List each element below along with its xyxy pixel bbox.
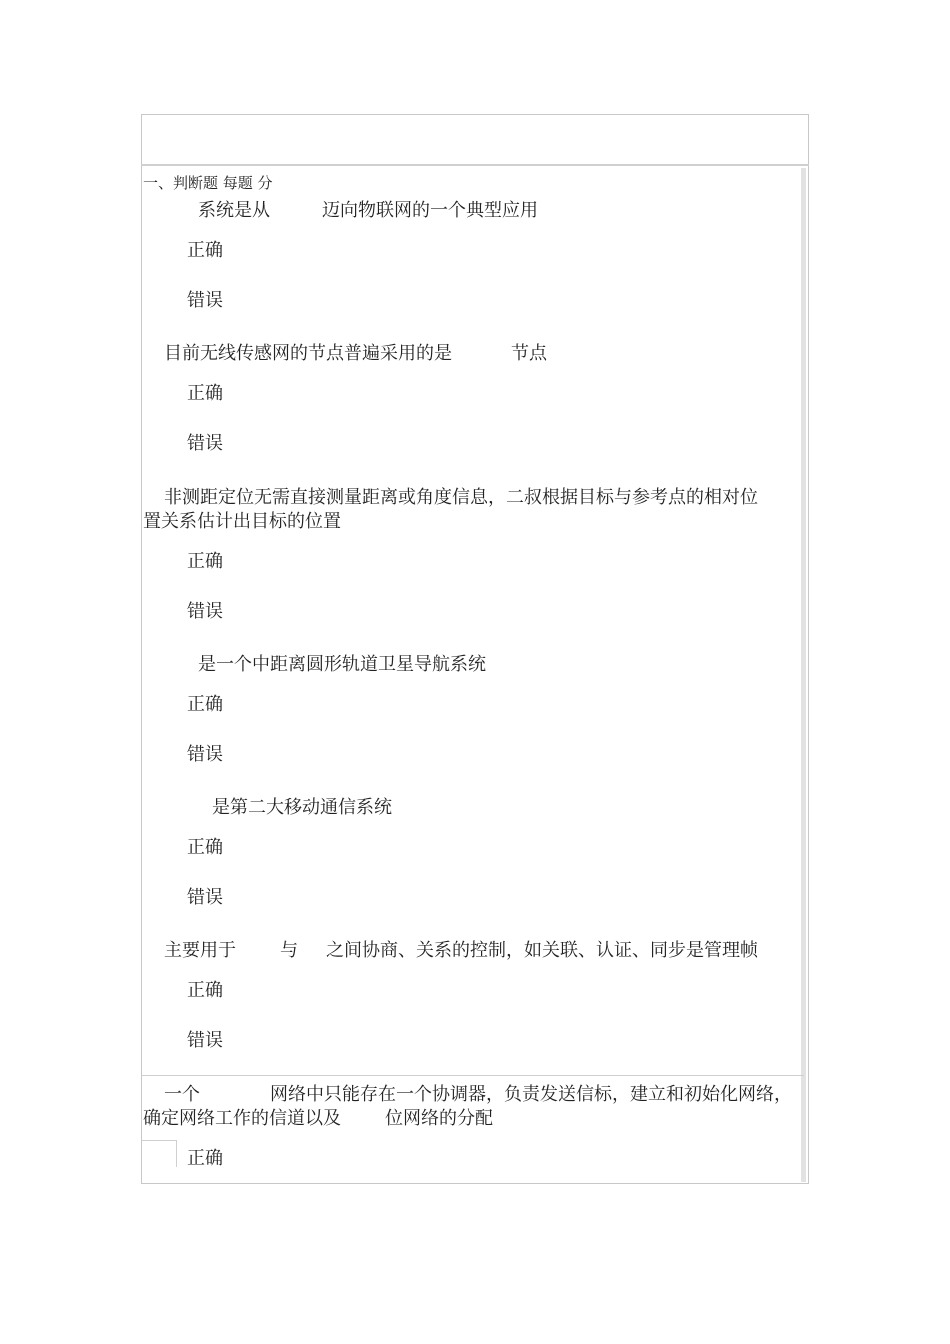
question-5-option-wrong[interactable]: 错误 [187, 887, 223, 908]
question-6-option-correct[interactable]: 正确 [187, 980, 223, 1001]
question-7-text-d: 位网络的分配 [385, 1108, 493, 1129]
question-7-text-c: 确定网络工作的信道以及 [143, 1108, 341, 1129]
question-1-option-correct[interactable]: 正确 [187, 240, 223, 261]
question-2-option-wrong[interactable]: 错误 [187, 433, 223, 454]
question-5-text: 是第二大移动通信系统 [212, 797, 392, 818]
answer-checkbox[interactable] [142, 1140, 177, 1167]
section-title: 一、判断题 每题 分 [143, 174, 273, 192]
question-3-text-line2: 置关系估计出目标的位置 [143, 511, 341, 532]
document-frame [141, 114, 809, 1184]
question-3-option-correct[interactable]: 正确 [187, 551, 223, 572]
question-7-option-correct[interactable]: 正确 [187, 1148, 223, 1169]
question-3-text-line1: 非测距定位无需直接测量距离或角度信息，二叔根据目标与参考点的相对位 [164, 487, 758, 508]
question-6-text-b: 与 [280, 940, 298, 961]
question-7-text-a: 一个 [164, 1084, 200, 1105]
question-1-text-a: 系统是从 [198, 200, 270, 221]
header-box [141, 114, 809, 166]
question-1-option-wrong[interactable]: 错误 [187, 290, 223, 311]
question-6-text-a: 主要用于 [164, 940, 236, 961]
question-4-option-correct[interactable]: 正确 [187, 694, 223, 715]
question-1-text-b: 迈向物联网的一个典型应用 [322, 200, 538, 221]
section-divider [142, 1075, 804, 1076]
question-2-text-a: 目前无线传感网的节点普遍采用的是 [164, 343, 452, 364]
question-2-option-correct[interactable]: 正确 [187, 383, 223, 404]
scrollbar-track[interactable] [801, 168, 806, 1182]
question-2-text-b: 节点 [511, 343, 547, 364]
question-3-option-wrong[interactable]: 错误 [187, 601, 223, 622]
question-5-option-correct[interactable]: 正确 [187, 837, 223, 858]
question-6-option-wrong[interactable]: 错误 [187, 1030, 223, 1051]
question-6-text-c: 之间协商、关系的控制，如关联、认证、同步是管理帧 [326, 940, 758, 961]
question-4-text: 是一个中距离圆形轨道卫星导航系统 [198, 654, 486, 675]
question-4-option-wrong[interactable]: 错误 [187, 744, 223, 765]
question-7-text-b: 网络中只能存在一个协调器，负责发送信标，建立和初始化网络， [270, 1084, 792, 1105]
